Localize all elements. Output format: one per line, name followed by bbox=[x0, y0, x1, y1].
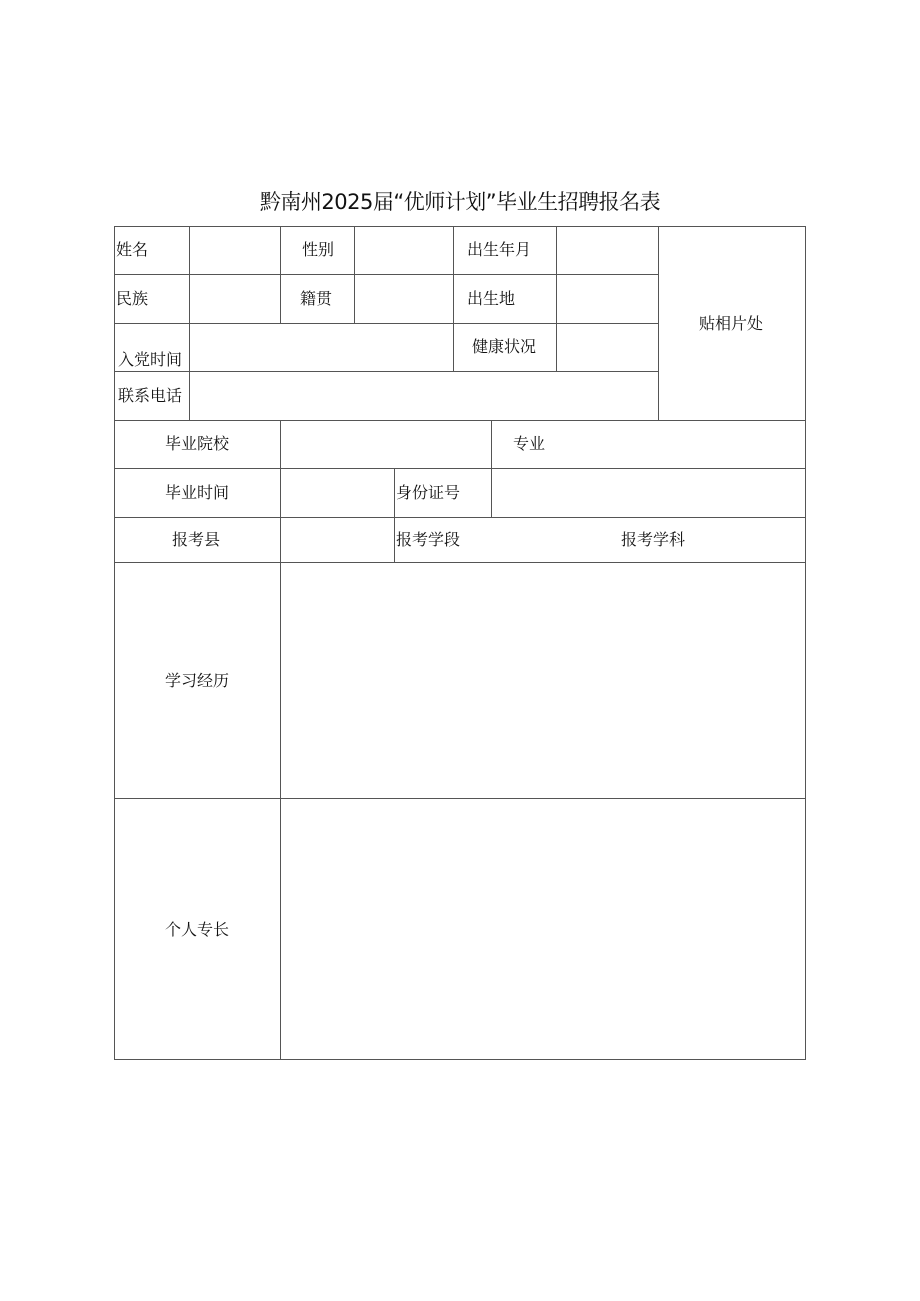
gender-field[interactable] bbox=[355, 227, 452, 274]
health-field[interactable] bbox=[557, 324, 657, 371]
label-name: 姓名 bbox=[116, 240, 149, 259]
label-native-place: 籍贯 bbox=[300, 289, 333, 308]
label-school: 毕业院校 bbox=[165, 434, 230, 453]
label-study-history: 学习经历 bbox=[165, 671, 230, 690]
native-place-field[interactable] bbox=[355, 275, 452, 323]
party-date-field[interactable] bbox=[190, 324, 452, 371]
label-id-number: 身份证号 bbox=[396, 483, 461, 502]
label-birthplace: 出生地 bbox=[467, 289, 516, 308]
column-divider bbox=[394, 468, 395, 562]
label-major: 专业 bbox=[513, 434, 546, 453]
birthplace-field[interactable] bbox=[557, 275, 657, 323]
specialty-field[interactable] bbox=[281, 799, 804, 1059]
school-field[interactable] bbox=[281, 421, 490, 468]
table-border-left bbox=[114, 226, 115, 1060]
label-stage: 报考学段 bbox=[396, 530, 461, 549]
ethnicity-field[interactable] bbox=[190, 275, 279, 323]
photo-area[interactable] bbox=[659, 227, 804, 420]
county-field[interactable] bbox=[281, 518, 393, 562]
major-field[interactable] bbox=[560, 421, 804, 468]
label-ethnicity: 民族 bbox=[116, 289, 149, 308]
label-phone: 联系电话 bbox=[118, 386, 183, 405]
form-title: 黔南州2025届“优师计划”毕业生招聘报名表 bbox=[259, 190, 661, 214]
grad-date-field[interactable] bbox=[281, 469, 393, 517]
birth-date-field[interactable] bbox=[557, 227, 657, 274]
row-divider bbox=[114, 517, 806, 518]
label-gender: 性别 bbox=[302, 240, 335, 259]
phone-field[interactable] bbox=[190, 372, 657, 420]
label-health: 健康状况 bbox=[472, 337, 537, 356]
label-birth-date: 出生年月 bbox=[467, 240, 532, 259]
label-grad-date: 毕业时间 bbox=[165, 483, 230, 502]
id-number-field[interactable] bbox=[492, 469, 804, 517]
label-county: 报考县 bbox=[172, 530, 221, 549]
label-subject: 报考学科 bbox=[621, 530, 686, 549]
label-party-date: 入党时间 bbox=[118, 350, 183, 369]
column-divider bbox=[453, 226, 454, 371]
column-divider bbox=[280, 226, 281, 323]
label-specialty: 个人专长 bbox=[165, 920, 230, 939]
name-field[interactable] bbox=[190, 227, 279, 274]
label-photo: 贴相片处 bbox=[699, 314, 764, 333]
table-border-bottom bbox=[114, 1059, 806, 1060]
study-history-field[interactable] bbox=[281, 563, 804, 798]
table-border-right bbox=[805, 226, 806, 1060]
